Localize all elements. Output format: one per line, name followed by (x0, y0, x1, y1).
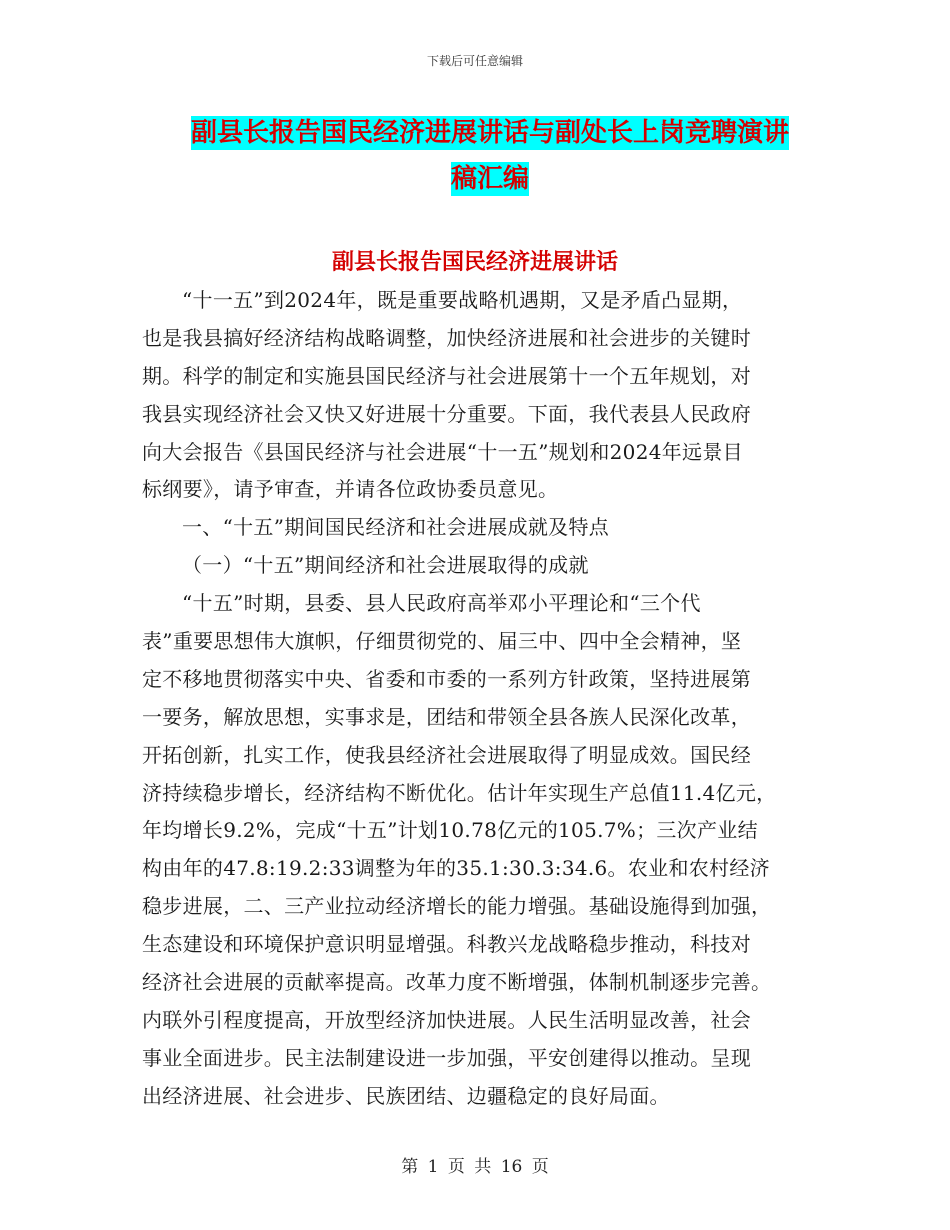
body-text (142, 282, 812, 1116)
paragraph-line: 出经济进展、社会进步、民族团结、边疆稳定的良好局面。 (142, 1083, 670, 1108)
paragraph-line: 生态建设和环境保护意识明显增强。科教兴龙战略稳步推动，科技对 (142, 932, 751, 957)
paragraph-line: 开拓创新，扎实工作，使我县经济社会进展取得了明显成效。国民经 (142, 742, 751, 767)
page-number-footer: 第 1 页 共 16 页 (401, 1157, 549, 1177)
paragraph-line: 经济社会进展的贡献率提高。改革力度不断增强，体制机制逐步完善。 (142, 970, 772, 995)
paragraph-line: 也是我县搞好经济结构战略调整，加快经济进展和社会进步的关键时 (142, 325, 751, 350)
paragraph-line: 我县实现经济社会又快又好进展十分重要。下面，我代表县人民政府 (142, 401, 751, 426)
paragraph-line: 构由年的47.8:19.2:33调整为年的35.1:30.3:34.6。农业和农村经济 (142, 856, 770, 881)
paragraph-line: 一要务，解放思想，实事求是，团结和带领全县各族人民深化改革， (142, 704, 751, 729)
paragraph-line: 表”重要思想伟大旗帜，仔细贯彻党的、届三中、四中全会精神，坚 (142, 629, 742, 654)
subheading-line: （一）“十五”期间经济和社会进展取得的成就 (182, 553, 589, 578)
paragraph-line: “十一五”到2024年，既是重要战略机遇期，又是矛盾凸显期， (182, 288, 743, 312)
paragraph-line: 期。科学的制定和实施县国民经济与社会进展第十一个五年规划，对 (142, 363, 751, 388)
paragraph-line: 定不移地贯彻落实中央、省委和市委的一系列方针政策，坚持进展第 (142, 666, 751, 691)
document-title-line-2: 稿汇编 (450, 164, 529, 194)
paragraph-line: 标纲要》，请予审查，并请各位政协委员意见。 (142, 477, 559, 502)
paragraph-line: 内联外引程度提高，开放型经济加快进展。人民生活明显改善，社会 (142, 1007, 751, 1032)
paragraph-line: “十五”时期，县委、县人民政府高举邓小平理论和“三个代 (182, 591, 701, 616)
paragraph-line: 年均增长9.2%，完成“十五”计划10.78亿元的105.7%；三次产业结 (142, 818, 758, 843)
document-title (170, 110, 810, 202)
paragraph-line: 向大会报告《县国民经济与社会进展“十一五”规划和2024年远景目 (142, 439, 743, 464)
paragraph-line: 稳步进展，二、三产业拉动经济增长的能力增强。基础设施得到加强， (142, 894, 772, 919)
document-title-line-1: 副县长报告国民经济进展讲话与副处长上岗竞聘演讲 (190, 118, 789, 148)
section-title: 副县长报告国民经济进展讲话 (331, 250, 618, 275)
paragraph-line: 济持续稳步增长，经济结构不断优化。估计年实现生产总值11.4亿元， (142, 780, 777, 805)
page-header-note: 下载后可任意编辑 (426, 54, 523, 68)
heading-line: 一、“十五”期间国民经济和社会进展成就及特点 (182, 515, 610, 540)
paragraph-line: 事业全面进步。民主法制建设进一步加强，平安创建得以推动。呈现 (142, 1045, 751, 1070)
